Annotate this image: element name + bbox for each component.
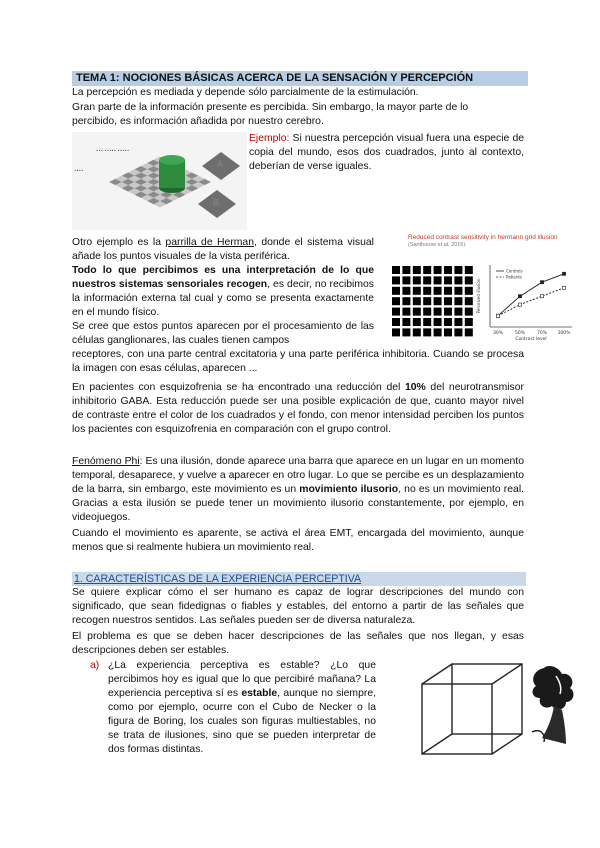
page-title: TEMA 1: NOCIONES BÁSICAS ACERCA DE LA SENSACIÓN Y PERCEPCIÓN <box>72 71 528 86</box>
ejemplo-text: Si nuestra percepción visual fuera una especie de copia del mundo, esos dos cuadrados, junto al contexto, deberían de verse iguales. <box>249 133 524 172</box>
sec-p1-text: Se quiere explicar cómo el ser humano es capaz de lograr descripciones del mundo con significado, que sean fidedignas o fiables y estables, del entorno a partir de las señales que recogen nuestros sentidos. Las señales pueden ser de diversa naturaleza. <box>72 587 524 626</box>
chart-x-tick-label: 70% <box>536 331 548 336</box>
square-b-swatch <box>196 188 238 220</box>
interpretation-rest: , es decir, no recibimos la información externa tal cual y como se presenta exactamente en el mundo físico. <box>72 279 374 318</box>
emt-paragraph <box>72 527 524 555</box>
ganglion-paragraph <box>72 320 374 348</box>
ganglion-cont-text: receptores, con una parte central excitatoria y una parte periférica inhibitoria. Cuando se procesa la imagen con esas células, aparecen ... <box>72 349 524 374</box>
hermann-grid-image <box>392 266 474 338</box>
necker-cube-image <box>416 660 528 758</box>
chart-point <box>496 314 499 317</box>
chart-point <box>540 281 543 284</box>
chart-y-label: Perceived illusion <box>476 278 481 314</box>
chart-source: (Santhouse et al. 2015) <box>408 242 466 248</box>
square-a-swatch <box>200 150 242 182</box>
intro-line-3: percibido, es información añadida por nuestro cerebro. <box>72 116 324 127</box>
square-a-label: A <box>217 159 224 169</box>
herman-grid-link: parrilla de Herman <box>165 237 254 248</box>
esquizo-bold: 10% <box>404 382 426 393</box>
herman-before: Otro ejemplo es la <box>72 237 166 248</box>
ejemplo-paragraph <box>249 132 524 174</box>
contrast-sensitivity-chart <box>476 257 580 343</box>
item-a-bold: estable <box>241 688 278 699</box>
item-a-pre: ¿La experiencia perceptiva es estable? ¿Lo que percibimos hoy es igual que lo que percibiré mañana? La experiencia perceptiva sí es <box>108 660 376 699</box>
intro-line-2: Gran parte de la información presente es percibida. Sin embargo, la mayor parte de lo <box>72 102 469 113</box>
chart-series-line <box>498 274 564 316</box>
chart-point <box>540 295 543 298</box>
phi-bold: movimiento ilusorio <box>299 484 399 495</box>
ganglion-text: Se cree que estos puntos aparecen por el procesamiento de las células ganglionares, las cuales tienen campos <box>72 321 374 346</box>
square-b-label: B <box>213 197 220 207</box>
item-a-paragraph <box>108 659 376 757</box>
item-a-post: , aunque no siempre, como por ejemplo, ocurre con el Cubo de Necker o la figura de Boring, los cuales son figuras multiestables, no se trata de ilusiones, sino que se pueden interpretar de dos formas distintas. <box>108 688 376 755</box>
chart-series-line <box>498 288 564 316</box>
herman-paragraph <box>72 236 374 264</box>
chart-legend-label: Controls <box>506 268 523 274</box>
interpretation-bold: Todo lo que percibimos es una interpretación de lo que nuestros sistemas sensoriales recogen <box>72 265 374 290</box>
section-1-paragraph-2 <box>72 630 524 658</box>
esquizofrenia-paragraph <box>72 381 524 437</box>
phi-label: Fenómeno Phi <box>72 456 140 467</box>
emt-text: Cuando el movimiento es aparente, se activa el área EMT, encargada del movimiento, aunque menos que si realmente hubiera un movimiento real. <box>72 528 524 553</box>
phi-paragraph <box>72 455 524 525</box>
phi-post: , no es un movimiento real. Gracias a esta ilusión se puede tener un movimiento ilusorio constantemente, por ejemplo, en videojuegos. <box>72 484 525 523</box>
section-1-heading: 1. CARACTERÍSTICAS DE LA EXPERIENCIA PERCEPTIVA <box>72 572 526 586</box>
boring-figure-image <box>526 662 582 746</box>
sec-p2-text: El problema es que se deben hacer descripciones de las señales que nos llegan, y esas descripciones deben ser estables. <box>72 631 524 656</box>
esquizo-post: del neurotransmisor inhibitorio GABA. Esta reducción puede ser una posible explicación de que, cuanto mayor nivel de contraste entre el color de los cuadrados y el fondo, con menor intensidad perciben los puntos los pacientes con esquizofrenia en comparación con el grupo control. <box>72 382 524 435</box>
svg-text:••••: •••• <box>74 168 84 173</box>
herman-after: , donde el sistema visual añade los puntos visuales de la vista periférica. <box>72 237 374 262</box>
chart-x-tick-label: 50% <box>514 331 526 336</box>
section-1-paragraph-1 <box>72 586 524 628</box>
chart-x-label: Contrast level <box>515 337 547 342</box>
intro-line-1: La percepción es mediada y depende sólo parcialmente de la estimulación. <box>72 87 419 98</box>
chart-point <box>518 295 521 298</box>
item-a-marker: a) <box>90 660 100 671</box>
chart-legend-label: Patients <box>506 274 523 280</box>
phi-pre: : Es una ilusión, donde aparece una barra que aparece en un lugar en un momento temporal, desaparece, y vuelve a aparecer en otro lugar. Lo que se percibe es un desplazamiento de la barra, sin embargo, este movimiento es un <box>72 456 524 495</box>
chart-point <box>562 286 565 289</box>
chart-x-tick-label: 100% <box>557 331 571 336</box>
svg-text:••• ••••• •••••: ••• ••••• ••••• <box>96 148 130 153</box>
ejemplo-label: Ejemplo: <box>249 133 290 144</box>
chart-caption: Reduced contrast sensitivity in hermann grid illusion <box>408 234 558 241</box>
chart-point <box>518 303 521 306</box>
chart-point <box>562 272 565 275</box>
interpretation-paragraph <box>72 264 374 320</box>
chart-x-tick-label: 30% <box>492 331 504 336</box>
ganglion-continuation <box>72 348 524 376</box>
esquizo-pre: En pacientes con esquizofrenia se ha encontrado una reducción del <box>72 382 405 393</box>
